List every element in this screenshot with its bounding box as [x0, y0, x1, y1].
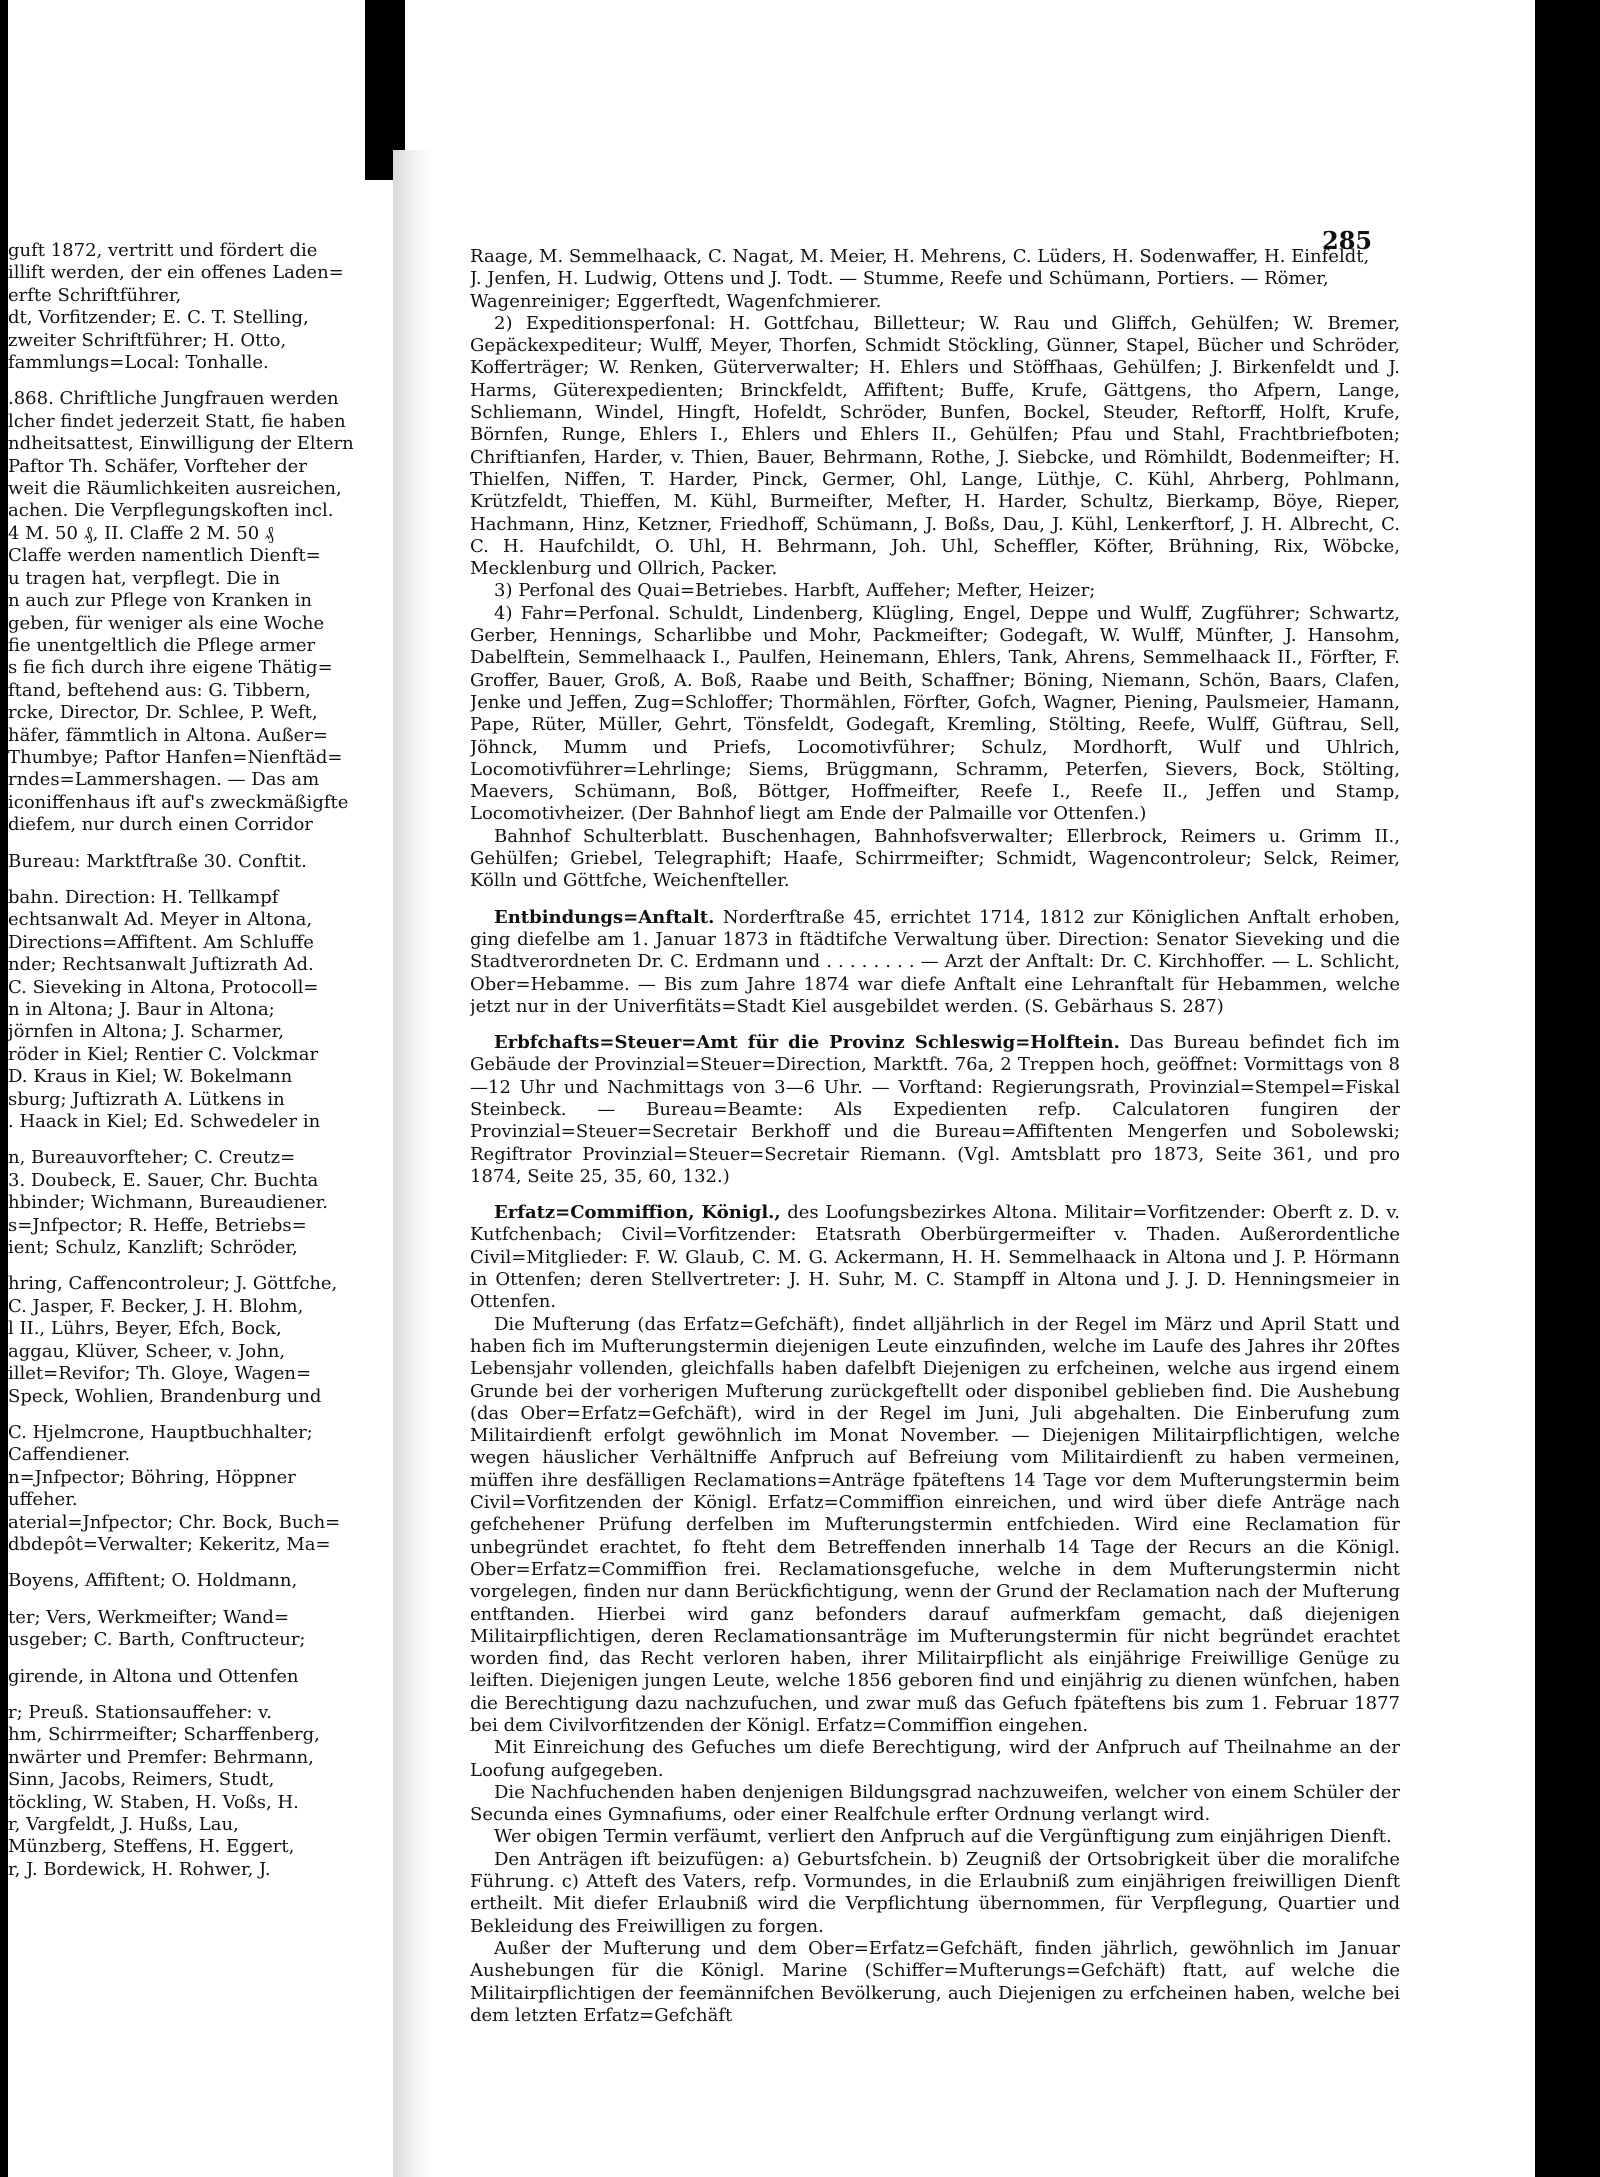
left-page-line: iconiffenhaus ift auf's zweckmäßigfte: [8, 791, 349, 813]
left-page-line: hring, Caffencontroleur; J. Göttfche,: [8, 1273, 338, 1295]
left-page-line: [8, 873, 364, 887]
left-page-line: [8, 1652, 364, 1666]
left-page-line: weit die Räumlichkeiten ausreichen,: [8, 478, 342, 500]
left-page-line: Sinn, Jacobs, Reimers, Studt,: [8, 1769, 275, 1791]
left-page-line: jörnfen in Altona; J. Scharmer,: [8, 1021, 284, 1043]
left-page-line: erfte Schriftführer,: [8, 284, 182, 306]
left-page-line: aggau, Klüver, Scheer, v. John,: [8, 1340, 286, 1362]
left-page-line: 3. Doubeck, E. Sauer, Chr. Buchta: [8, 1169, 319, 1191]
left-page-line: s fie fich durch ihre eigene Thätig=: [8, 657, 333, 679]
page-number: 285: [1322, 226, 1373, 255]
book-gutter-shadow: [393, 150, 433, 2177]
ersatz-section: [470, 1202, 1400, 1313]
left-page-line: häfer, fämmtlich in Altona. Außer=: [8, 724, 329, 746]
left-page: [8, 240, 364, 2120]
left-page-line: n auch zur Pflege von Kranken in: [8, 590, 313, 612]
left-page-line: [8, 1688, 364, 1702]
left-page-line: Directions=Affiftent. Am Schluffe: [8, 931, 314, 953]
personal-line-2: J. Jenfen, H. Ludwig, Ottens und J. Todt. — Stumme, Reefe und Schümann, Portiers. — Römer,: [470, 268, 1329, 290]
left-page-line: [8, 837, 364, 851]
left-page-line: ftand, beftehend aus: G. Tibbern,: [8, 679, 311, 701]
personal-line-3: Wagenreiniger; Eggerftedt, Wagenfchmierer.: [470, 290, 882, 312]
left-page-line: echtsanwalt Ad. Meyer in Altona,: [8, 909, 313, 931]
left-page-line: Boyens, Affiftent; O. Holdmann,: [8, 1570, 298, 1592]
left-page-line: nder; Rechtsanwalt Juftizrath Ad.: [8, 954, 314, 976]
fahr-personal-paragraph: 4) Fahr=Perfonal. Schuldt, Lindenberg, Klügling, Engel, Deppe und Wulff, Zugführer; Schwartz, Gerber, Hennings, Scharlibbe und Mohr, Packmeifter; Godegaft, W. Wulff, Münfter, J. Hansohm, Dabelftein, Semmelhaack I., Paulfen, Heinemann, Ehlers, Tank, Ahrens, Semmelhaack II., Förfter, F. Groffer, Bauer, Groß, A. Boß, Raabe und Beith, Schaffner; Böning, Niemann, Schön, Baars, Clafen, Jenke und Jeffen, Zug=Schloffer; Thormählen, Förfter, Gofch, Wagner, Piening, Paulsmeier, Hamann, Pape, Rüter, Müller, Gehrt, Tönsfeldt, Godegaft, Kremling, Stölting, Reefe, Wulff, Güftrau, Sell, Jöhnck, Mumm und Priefs, Locomotivführer; Schulz, Mordhorft, Wulf und Uhlrich, Locomotivführer=Lehrlinge; Siems, Brüggmann, Schramm, Peterfen, Sievers, Bock, Stölting, Maevers, Schümann, Boß, Böttger, Hoffmeifter, Reefe I., Reefe II., Jeffen und Stamp, Locomotivheizer. (Der Bahnhof liegt am Ende der Palmaille vor Ottenfen.): [470, 602, 1400, 825]
left-page-line: Paftor Th. Schäfer, Vorfteher der: [8, 455, 307, 477]
left-page-line: 4 M. 50 ₰, II. Claffe 2 M. 50 ₰: [8, 522, 274, 544]
left-page-line: [8, 1408, 364, 1422]
antraege-paragraph: Den Anträgen ift beizufügen: a) Geburtsfchein. b) Zeugniß der Ortsobrigkeit über die moralifche Führung. c) Atteft des Vaters, refp. Vormundes, in die Erlaubniß zum einjährigen freiwilligen Dienft ertheilt. Mit diefer Erlaubniß wird die Verpflichtung übernommen, für Verpflegung, Quartier und Bekleidung des Freiwilligen zu forgen.: [470, 1848, 1400, 1937]
left-page-line: lcher findet jederzeit Statt, fie haben: [8, 410, 346, 432]
left-page-line: D. Kraus in Kiel; W. Bokelmann: [8, 1066, 293, 1088]
left-page-line: fie unentgeltlich die Pflege armer: [8, 634, 316, 656]
left-page-line: [8, 1556, 364, 1570]
left-page-line: Claffe werden namentlich Dienft=: [8, 545, 321, 567]
left-page-line: r, Vargfeldt, J. Hußs, Lau,: [8, 1814, 239, 1835]
left-page-line: u tragen hat, verpflegt. Die in: [8, 567, 281, 589]
left-page-line: Caffendiener.: [8, 1444, 131, 1466]
quai-personal-paragraph: 3) Perfonal des Quai=Betriebes. Harbft, Auffeher; Mefter, Heizer;: [494, 580, 1096, 602]
einreichung-paragraph: Mit Einreichung des Gefuches um diefe Berechtigung, wird der Anfpruch auf Theilnahme an der Loofung aufgegeben.: [470, 1737, 1400, 1781]
right-page: [470, 160, 1400, 2160]
left-page-line: C. Sieveking in Altona, Protocoll=: [8, 976, 319, 998]
left-page-line: n, Bureauvorfteher; C. Creutz=: [8, 1147, 296, 1169]
entbindungs-heading: Entbindungs=Anftalt.: [494, 906, 715, 928]
left-page-line: C. Hjelmcrone, Hauptbuchhalter;: [8, 1421, 313, 1443]
left-page-line: r, J. Bordewick, H. Rohwer, J.: [8, 1858, 271, 1880]
ersatz-text: des Loofungsbezirkes Altona. Militair=Vorfitzender: Oberft z. D. v. Kutfchenbach; Civil=Vorfitzender: Etatsrath Oberbürgermeifter v. Thaden. Außerordentliche Civil=Mitglieder: F. W. Glaub, C. M. G. Ackermann, H. H. Semmelhaack in Altona und J. P. Hörmann in Ottenfen; deren Stellvertreter: J. H. Suhr, M. C. Stampff in Altona und J. J. D. Henningsmeier in Ottenfen.: [470, 1202, 1400, 1313]
left-page-line: bahn. Direction: H. Tellkampf: [8, 886, 279, 908]
left-page-line: girende, in Altona und Ottenfen: [8, 1665, 299, 1687]
left-page-line: rndes=Lammershagen. — Das am: [8, 769, 320, 791]
left-page-line: usgeber; C. Barth, Conftructeur;: [8, 1629, 306, 1651]
left-page-line: aterial=Jnfpector; Chr. Bock, Buch=: [8, 1511, 341, 1533]
left-page-line: ient; Schulz, Kanzlift; Schröder,: [8, 1237, 298, 1259]
left-page-line: sburg; Juftizrath A. Lütkens in: [8, 1088, 285, 1110]
left-page-line: l II., Lührs, Beyer, Efch, Bock,: [8, 1318, 282, 1340]
left-page-line: .868. Chriftliche Jungfrauen werden: [8, 388, 339, 410]
left-page-line: hbinder; Wichmann, Bureaudiener.: [8, 1192, 329, 1214]
entbindungs-text: Norderftraße 45, errichtet 1714, 1812 zur Königlichen Anftalt erhoben, ging diefelbe am 1. Januar 1873 in ftädtifche Verwaltung über. Direction: Senator Sieveking und die Stadtverordneten Dr. C. Erdmann und . . . . . . . . — Arzt der Anftalt: Dr. C. Kirchhoffer. — L. Schlicht, Ober=Hebamme. — Bis zum Jahre 1874 war diefe Anftalt eine Lehranftalt für Hebammen, welche jetzt nur in der Univerfitäts=Stadt Kiel ausgebildet werden. (S. Gebärhaus S. 287): [470, 906, 1400, 1017]
bahnhof-schulterblatt-paragraph: Bahnhof Schulterblatt. Buschenhagen, Bahnhofsverwalter; Ellerbrock, Reimers u. Grimm II., Gehülfen; Griebel, Telegraphift; Haafe, Schirrmeifter; Schmidt, Wagencontroleur; Selck, Reimer, Kölln und Göttfche, Weichenfteller.: [470, 825, 1400, 892]
left-page-line: nwärter und Premfer: Behrmann,: [8, 1746, 314, 1768]
left-page-line: ter; Vers, Werkmeifter; Wand=: [8, 1606, 290, 1628]
marine-paragraph: Außer der Mufterung und dem Ober=Erfatz=Gefchäft, finden jährlich, gewöhnlich im Januar Aushebungen für die Königl. Marine (Schiffer=Mufterungs=Gefchäft) ftatt, auf welche die Militairpflichtigen der feemännifchen Bevölkerung, auch Diejenigen zu erfcheinen haben, welche bei dem letzten Erfatz=Gefchäft: [470, 1937, 1400, 2026]
left-page-line: töckling, W. Staben, H. Voßs, H.: [8, 1791, 299, 1813]
left-page-line: rcke, Director, Dr. Schlee, P. Weft,: [8, 702, 318, 724]
left-page-line: hm, Schirrmeifter; Scharffenberg,: [8, 1724, 320, 1746]
left-page-line: [8, 1593, 364, 1607]
left-page-line: n in Altona; J. Baur in Altona;: [8, 999, 275, 1020]
left-page-line: Bureau: Marktftraße 30. Conftit.: [8, 850, 307, 872]
left-page-line: n=Jnfpector; Böhring, Höppner: [8, 1466, 296, 1488]
left-page-line: illet=Revifor; Th. Gloye, Wagen=: [8, 1363, 312, 1385]
erbschafts-heading: Erbfchafts=Steuer=Amt für die Provinz Schleswig=Holftein.: [494, 1032, 1120, 1054]
left-page-line: Speck, Wohlien, Brandenburg und: [8, 1385, 322, 1407]
left-page-line: [8, 1133, 364, 1147]
left-page-line: fammlungs=Local: Tonhalle.: [8, 352, 269, 374]
left-page-line: achen. Die Verpflegungskoften incl.: [8, 500, 334, 522]
left-page-line: . Haack in Kiel; Ed. Schwedeler in: [8, 1111, 321, 1133]
personal-line-1: Raage, M. Semmelhaack, C. Nagat, M. Meier, H. Mehrens, C. Lüders, H. Sodenwaffer, H. Einfeldt,: [470, 246, 1370, 267]
scan-margin-right: [1535, 0, 1600, 2177]
left-page-line: zweiter Schriftführer; H. Otto,: [8, 329, 287, 351]
nachsuchenden-paragraph: Die Nachfuchenden haben denjenigen Bildungsgrad nachzuweifen, welcher von einem Schüler der Secunda eines Gymnafiums, oder einer Realfchule erfter Ordnung verlangt wird.: [470, 1781, 1400, 1826]
left-page-line: Thumbye; Paftor Hanfen=Nienftäd=: [8, 746, 343, 768]
erbschafts-text: Das Bureau befindet fich im Gebäude der Provinzial=Steuer=Direction, Marktft. 76a, 2 Treppen hoch, geöffnet: Vormittags von 8—12 Uhr und Nachmittags von 3—6 Uhr. — Vorftand: Regierungsrath, Provinzial=Stempel=Fiskal Steinbeck. — Bureau=Beamte: Als Expedienten refp. Calculatoren fungiren der Provinzial=Steuer=Secretair Berkhoff und die Bureau=Affiftenten Mengerfen und Sobolewski; Regiftrator Provinzial=Steuer=Secretair Riemann. (Vgl. Amtsblatt pro 1873, Seite 361, und pro 1874, Seite 25, 35, 60, 132.): [470, 1032, 1400, 1187]
left-page-line: illift werden, der ein offenes Laden=: [8, 262, 344, 284]
scan-margin-left: [0, 0, 8, 2177]
ersatz-heading: Erfatz=Commiffion, Königl.,: [494, 1202, 781, 1224]
left-page-line: dt, Vorfitzender; E. C. T. Stelling,: [8, 307, 309, 329]
left-page-line: diefem, nur durch einen Corridor: [8, 814, 313, 836]
left-page-line: s=Jnfpector; R. Heffe, Betriebs=: [8, 1214, 307, 1236]
erbschafts-section: [470, 1032, 1400, 1188]
termin-paragraph: Wer obigen Termin verfäumt, verliert den Anfpruch auf die Vergünftigung zum einjährigen Dienft.: [494, 1826, 1392, 1848]
left-page-line: geben, für weniger als eine Woche: [8, 612, 325, 634]
left-page-line: [8, 374, 364, 388]
left-page-line: guft 1872, vertritt und fördert die: [8, 240, 318, 261]
left-page-line: uffeher.: [8, 1489, 78, 1511]
entbindungs-section: [470, 907, 1400, 1018]
left-page-line: dbdepôt=Verwalter; Kekeritz, Ma=: [8, 1533, 331, 1555]
left-page-line: [8, 1259, 364, 1273]
left-page-line: ndheitsattest, Einwilligung der Eltern: [8, 433, 354, 455]
left-page-line: C. Jasper, F. Becker, J. H. Blohm,: [8, 1295, 304, 1317]
left-page-line: r; Preuß. Stationsauffeher: v.: [8, 1701, 272, 1723]
left-page-line: Münzberg, Steffens, H. Eggert,: [8, 1836, 295, 1858]
left-page-line: röder in Kiel; Rentier C. Volckmar: [8, 1043, 319, 1065]
musterung-paragraph: Die Mufterung (das Erfatz=Gefchäft), findet alljährlich in der Regel im März und April Statt und haben fich im Mufterungstermin diejenigen Leute einzufinden, welche im Laufe des Jahres ihr 20ftes Lebensjahr vollenden, gleichfalls haben dafelbft Diejenigen zu erfcheinen, welche aus irgend einem Grunde bei der vorherigen Mufterung zurückgeftellt oder disponibel geblieben find. Die Aushebung (das Ober=Erfatz=Gefchäft), wird in der Regel im Juni, Juli abgehalten. Die Einberufung zum Militairdienft erfolgt gewöhnlich im Monat November. — Diejenigen Militairpflichtigen, welche wegen häuslicher Verhältniffe Anfpruch auf Befreiung vom Militairdienft zu haben vermeinen, müffen ihre desfälligen Reclamations=Anträge fpäteftens 14 Tage vor dem Mufterungstermin beim Civil=Vorfitzenden der Königl. Erfatz=Commiffion einreichen, und wird über diefe Anträge nach gefchehener Prüfung derfelben im Mufterungstermin entfchieden. Wird eine Reclamation für unbegründet erachtet, fo fteht dem Betreffenden innerhalb 14 Tage der Recurs an die Königl. Ober=Erfatz=Commiffion frei. Reclamationsgefuche, welche in dem Mufterungstermin nicht vorgelegen, finden nur dann Berückfichtigung, wenn der Grund der Reclamation nach der Mufterung entftanden. Hierbei wird ganz befonders darauf aufmerkfam gemacht, daß diejenigen Militairpflichtigen, deren Reclamationsanträge im Mufterungstermin für nicht begründet erachtet worden find, das Recht verloren haben, ihrer Militairpflicht als einjährige Freiwillige Genüge zu leiften. Diejenigen jungen Leute, welche 1856 geboren find und einjährig zu dienen wünfchen, haben die Berechtigung dazu nachzufuchen, und zwar muß das Gefuch fpäteftens bis zum 1. Februar 1877 bei dem Civilvorfitzenden der Königl. Erfatz=Commiffion eingehen.: [470, 1313, 1400, 1736]
expedition-personal-paragraph: 2) Expeditionsperfonal: H. Gottfchau, Billetteur; W. Rau und Gliffch, Gehülfen; W. Bremer, Gepäckexpediteur; Wulff, Meyer, Thorfen, Schmidt Stöckling, Günner, Stapel, Bücher und Schröder, Kofferträger; W. Renken, Güterverwalter; H. Ehlers und Stöffhaas, Gehülfen; J. Birkenfeldt und J. Harms, Güterexpedienten; Brinckfeldt, Affiftent; Buffe, Krufe, Gättgens, tho Afpern, Lange, Schliemann, Windel, Hingft, Hofeldt, Schröder, Bunfen, Bockel, Steuder, Reftorff, Holft, Krufe, Börnfen, Runge, Ehlers I., Ehlers und Ehlers II., Gehülfen; Pfau und Stahl, Frachtbriefboten; Chriftianfen, Harder, v. Thien, Bauer, Behrmann, Rothe, J. Siebcke, und Römhildt, Bodenmeifter; H. Thielfen, Niffen, T. Harder, Pinck, Germer, Ohl, Lange, Lüthje, C. Kühl, Ahrberg, Pohlmann, Krützfeldt, Thieffen, M. Kühl, Burmeifter, Mefter, H. Harder, Schultz, Bierkamp, Böye, Rieper, Hachmann, Hinz, Ketzner, Friedhoff, Schümann, J. Boßs, Dau, J. Kühl, Lenkerftorf, J. H. Albrecht, C. C. H. Haufchildt, O. Uhl, H. Behrmann, Joh. Uhl, Scheffler, Köfter, Brühning, Rix, Wöbcke, Mecklenburg und Ollrich, Packer.: [470, 312, 1400, 580]
